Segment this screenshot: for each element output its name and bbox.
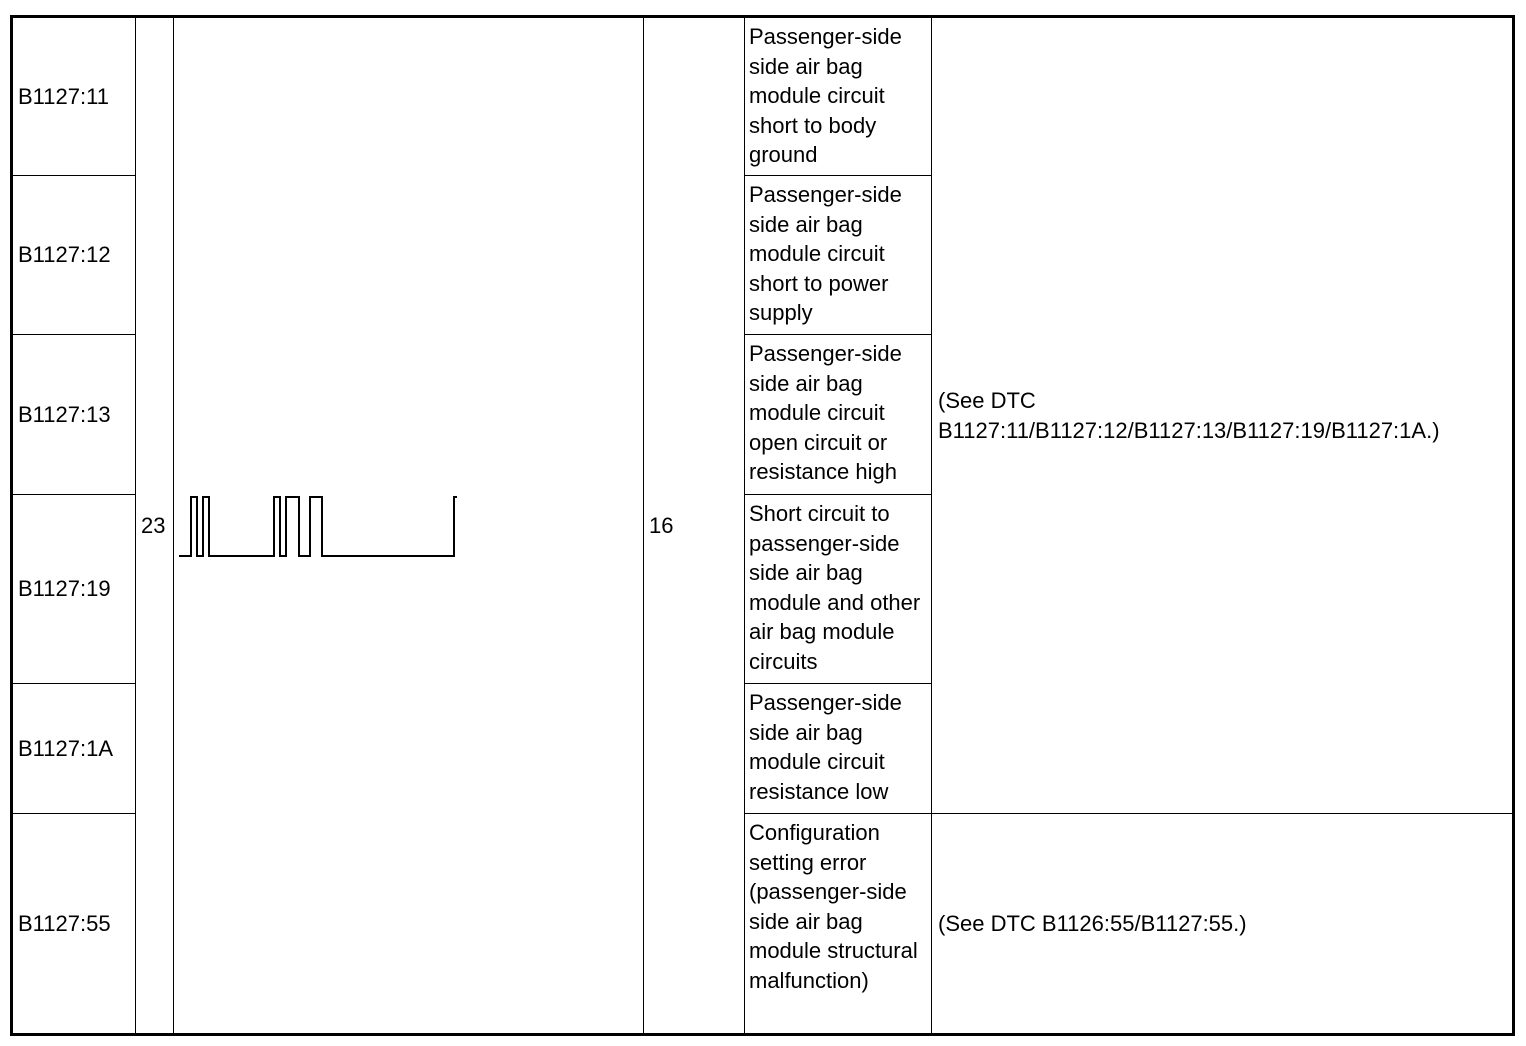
- table-row: [12, 17, 1514, 176]
- reference-text: (See DTC B1126:55/B1127:55.): [932, 814, 1514, 1035]
- dtc-code: B1127:19: [12, 495, 136, 684]
- dtc-code: B1127:12: [12, 176, 136, 335]
- reference-text: (See DTC B1127:11/B1127:12/B1127:13/B1127:19/B1127:1A.): [932, 17, 1514, 814]
- dtc-description: Configuration setting error (passenger-side side air bag module structural malfunction): [745, 814, 932, 1035]
- dtc-description: Passenger-side side air bag module circuit resistance low: [745, 684, 932, 814]
- dtc-description: Short circuit to passenger-side side air bag module and other air bag module circuits: [745, 495, 932, 684]
- waveform-line: [179, 497, 457, 556]
- dtc-table: [10, 15, 1515, 1036]
- dtc-code: B1127:1A: [12, 684, 136, 814]
- dtc-description: Passenger-side side air bag module circuit short to power supply: [745, 176, 932, 335]
- dtc-code: B1127:13: [12, 335, 136, 495]
- dtc-code: B1127:11: [12, 17, 136, 176]
- terminal-number: 23: [136, 17, 174, 1035]
- dtc-code: B1127:55: [12, 814, 136, 1035]
- flash-pattern-waveform-icon: [174, 18, 644, 1035]
- flash-pattern-cell: [174, 17, 644, 1035]
- voltage-value: 16: [644, 17, 745, 1035]
- dtc-description: Passenger-side side air bag module circuit short to body ground: [745, 17, 932, 176]
- dtc-description: Passenger-side side air bag module circuit open circuit or resistance high: [745, 335, 932, 495]
